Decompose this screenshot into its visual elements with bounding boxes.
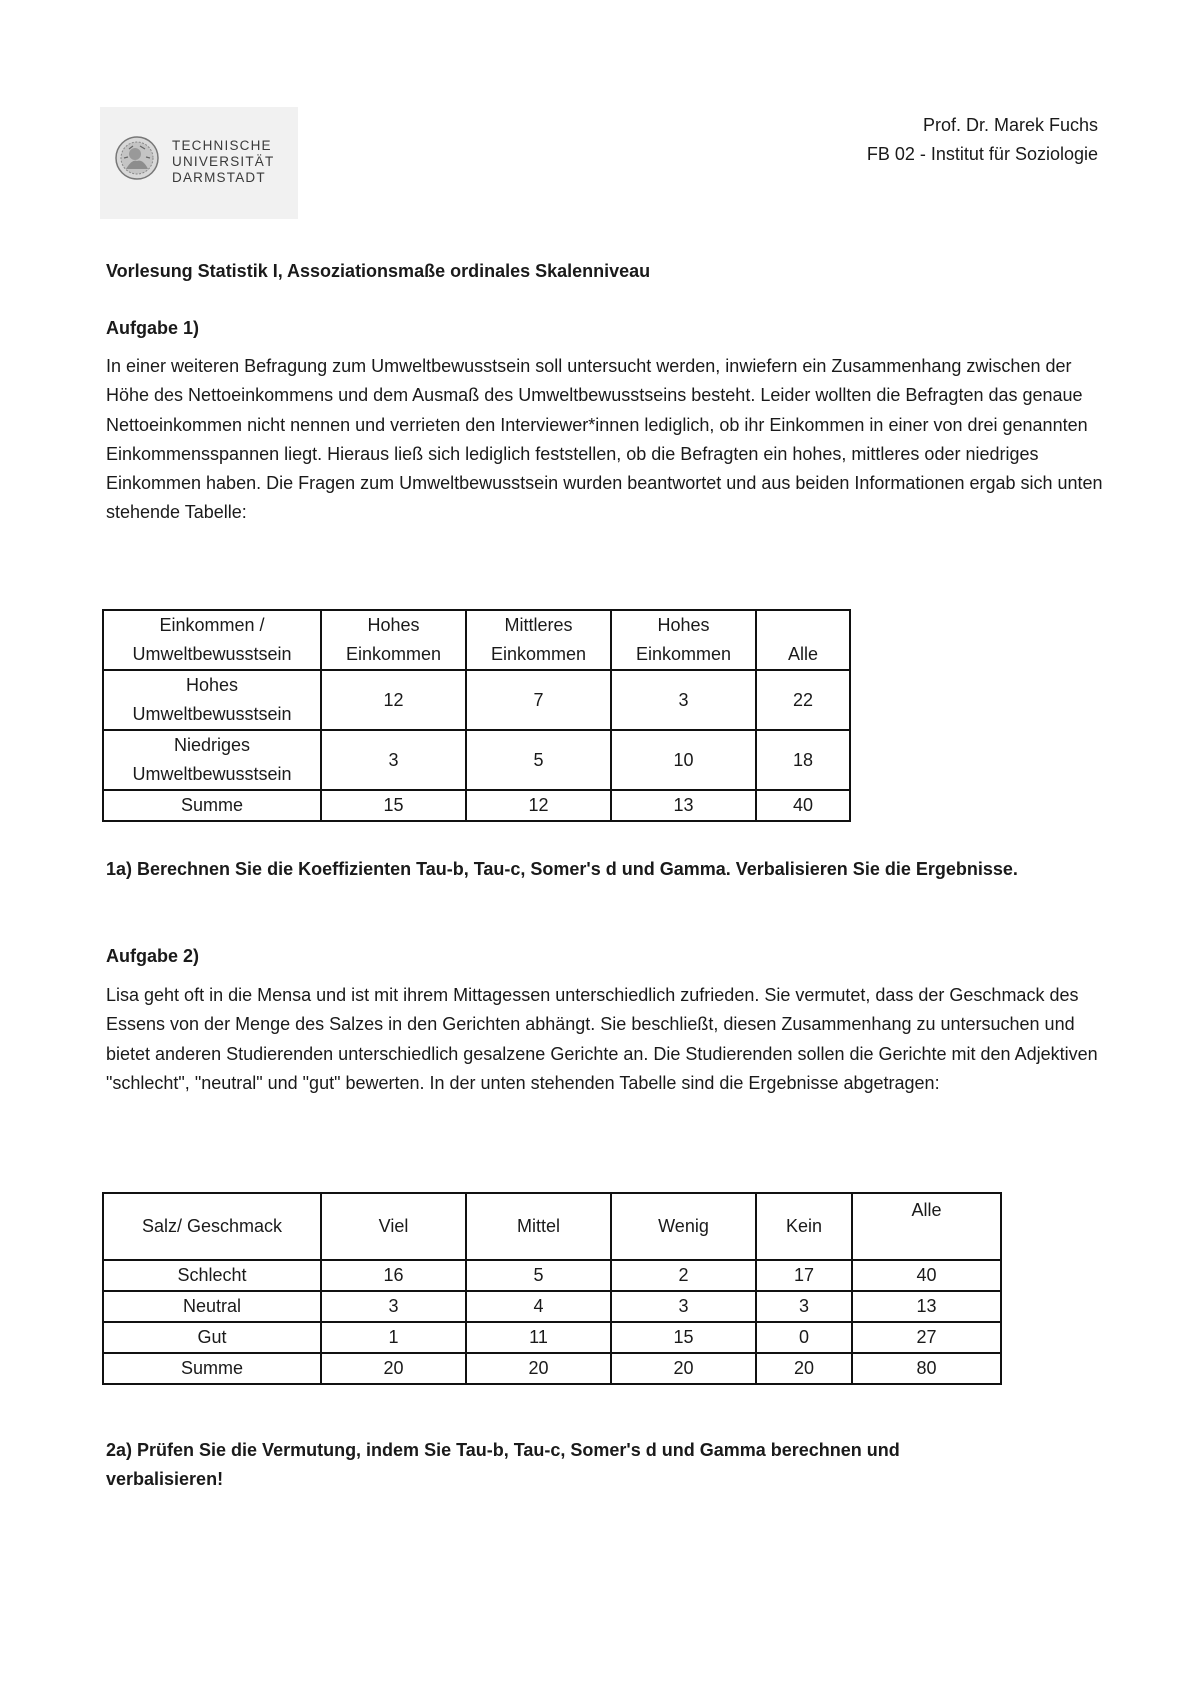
table-row <box>103 730 850 790</box>
table-cell: 1 <box>321 1322 466 1353</box>
table-row <box>103 790 850 821</box>
page-title: Vorlesung Statistik I, Assoziationsmaße ordinales Skalenniveau <box>106 261 651 281</box>
table-cell: 3 <box>611 670 756 730</box>
table-header-cell: Hohes Einkommen <box>611 610 756 670</box>
table-cell: 20 <box>756 1353 852 1384</box>
table-header-row <box>103 1193 1001 1260</box>
table-cell: 80 <box>852 1353 1001 1384</box>
table-header-cell: Alle <box>756 610 850 670</box>
table-cell: 3 <box>321 1291 466 1322</box>
table-cell: 16 <box>321 1260 466 1291</box>
university-logo <box>100 107 298 219</box>
table-cell: 3 <box>756 1291 852 1322</box>
table-cell: Hohes Umweltbewusstsein <box>103 670 321 730</box>
task-1a-question: 1a) Berechnen Sie die Koeffizienten Tau-b, Tau-c, Somer's d und Gamma. Verbalisieren Sie die Ergebnisse. <box>106 859 1018 879</box>
table-cell: Summe <box>103 1353 321 1384</box>
table-header-cell: Salz/ Geschmack <box>103 1193 321 1260</box>
author-block <box>867 111 1098 169</box>
table-cell: 12 <box>466 790 611 821</box>
task-1-heading: Aufgabe 1) <box>106 318 200 338</box>
salt-taste-table <box>102 1192 1002 1385</box>
table-header-cell: Hohes Einkommen <box>321 610 466 670</box>
table-header-cell: Mittleres Einkommen <box>466 610 611 670</box>
table-cell: 13 <box>852 1291 1001 1322</box>
table-cell: 3 <box>321 730 466 790</box>
table-header-row <box>103 610 850 670</box>
table-row <box>103 1322 1001 1353</box>
table-cell: 15 <box>611 1322 756 1353</box>
table-cell: 2 <box>611 1260 756 1291</box>
table-cell: 11 <box>466 1322 611 1353</box>
task-2a-question: 2a) Prüfen Sie die Vermutung, indem Sie Tau-b, Tau-c, Somer's d und Gamma berechnen und verbalisieren! <box>106 1440 900 1489</box>
table-cell: 20 <box>611 1353 756 1384</box>
table-row <box>103 1353 1001 1384</box>
table-cell: 20 <box>321 1353 466 1384</box>
table-header-cell: Mittel <box>466 1193 611 1260</box>
table-row <box>103 1291 1001 1322</box>
table-cell: Gut <box>103 1322 321 1353</box>
table-cell: Schlecht <box>103 1260 321 1291</box>
table-cell: 4 <box>466 1291 611 1322</box>
task-2-text: Lisa geht oft in die Mensa und ist mit ihrem Mittagessen unterschiedlich zufrieden. Sie vermutet, dass der Geschmack des Essens von der Menge des Salzes in den Gerichten abhängt. Sie beschließt, diesen Zusammenhang zu untersuchen und bietet anderen Studierenden unterschiedlich gesalzene Gerichte an. Die Studierenden sollen die Gerichte mit den Adjektiven "schlecht", "neutral" und "gut" bewerten. In der unten stehenden Tabelle sind die Ergebnisse abgetragen: <box>106 985 1098 1093</box>
table-row <box>103 1260 1001 1291</box>
table-cell: Neutral <box>103 1291 321 1322</box>
university-name <box>172 138 274 186</box>
task-1-text: In einer weiteren Befragung zum Umweltbewusstsein soll untersucht werden, inwiefern ein Zusammenhang zwischen der Höhe des Nettoeinkommens und dem Ausmaß des Umweltbewusstseins besteht. Leider wollten die Befragten das genaue Nettoeinkommen nicht nennen und verrieten den Interviewer*innen lediglich, ob ihr Einkommen in einer von drei genannten Einkommensspannen liegt. Hieraus ließ sich lediglich feststellen, ob die Befragten ein hohes, mittleres oder niedriges Einkommen haben. Die Fragen zum Umweltbewusstsein wurden beantwortet und aus beiden Informationen ergab sich unten stehende Tabelle: <box>106 356 1103 523</box>
table-header-cell: Kein <box>756 1193 852 1260</box>
table-cell: 10 <box>611 730 756 790</box>
table-header-cell: Viel <box>321 1193 466 1260</box>
task-2-heading: Aufgabe 2) <box>106 946 200 966</box>
table-cell: Summe <box>103 790 321 821</box>
logo-line: UNIVERSITÄT <box>172 154 275 169</box>
table-cell: 12 <box>321 670 466 730</box>
table-cell: 22 <box>756 670 850 730</box>
table-header-cell: Einkommen / Umweltbewusstsein <box>103 610 321 670</box>
logo-line: TECHNISCHE <box>172 138 272 153</box>
table-cell: 20 <box>466 1353 611 1384</box>
table-cell: 0 <box>756 1322 852 1353</box>
table-cell: 13 <box>611 790 756 821</box>
table-cell: 18 <box>756 730 850 790</box>
department: FB 02 - Institut für Soziologie <box>866 144 1098 164</box>
logo-line: DARMSTADT <box>172 170 266 185</box>
table-cell: 7 <box>466 670 611 730</box>
table-cell: 15 <box>321 790 466 821</box>
table-cell: 3 <box>611 1291 756 1322</box>
university-seal-icon <box>114 135 160 181</box>
table-cell: 40 <box>852 1260 1001 1291</box>
table-row <box>103 670 850 730</box>
table-cell: Niedriges Umweltbewusstsein <box>103 730 321 790</box>
author-name: Prof. Dr. Marek Fuchs <box>922 115 1098 135</box>
table-cell: 5 <box>466 730 611 790</box>
table-header-cell: Alle <box>852 1193 1001 1260</box>
table-cell: 27 <box>852 1322 1001 1353</box>
table-cell: 5 <box>466 1260 611 1291</box>
table-cell: 40 <box>756 790 850 821</box>
income-awareness-table <box>102 609 851 822</box>
table-header-cell: Wenig <box>611 1193 756 1260</box>
table-cell: 17 <box>756 1260 852 1291</box>
